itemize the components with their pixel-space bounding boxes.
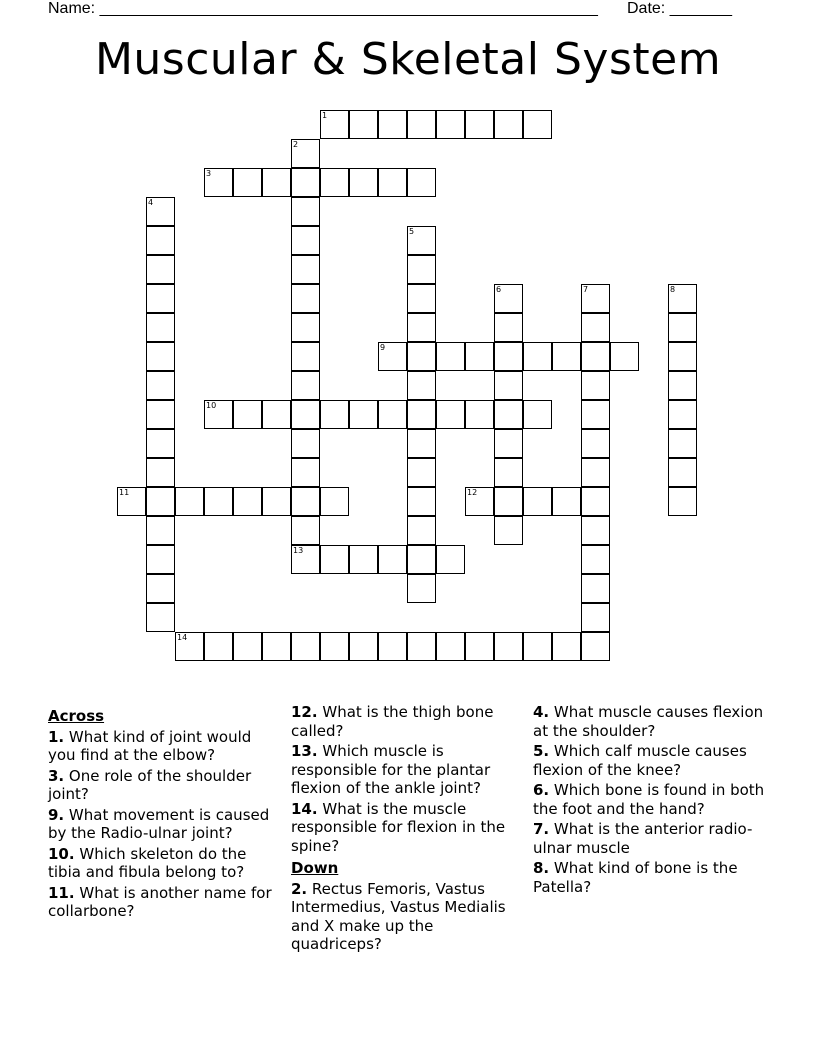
clue-number: 2 — [293, 140, 299, 149]
crossword-cell[interactable] — [407, 255, 436, 284]
crossword-cell[interactable] — [581, 400, 610, 429]
crossword-cell[interactable] — [465, 342, 494, 371]
crossword-cell[interactable] — [291, 284, 320, 313]
crossword-cell[interactable] — [581, 313, 610, 342]
crossword-cell[interactable] — [523, 632, 552, 661]
crossword-cell[interactable] — [378, 110, 407, 139]
crossword-cell[interactable] — [175, 487, 204, 516]
crossword-cell[interactable] — [407, 632, 436, 661]
page-title: Muscular & Skeletal System — [94, 34, 722, 85]
crossword-cell[interactable] — [146, 226, 175, 255]
crossword-cell[interactable] — [581, 458, 610, 487]
crossword-cell[interactable] — [146, 603, 175, 632]
crossword-cell[interactable] — [436, 632, 465, 661]
crossword-cell[interactable] — [581, 603, 610, 632]
crossword-cell[interactable] — [668, 429, 697, 458]
crossword-cell[interactable] — [291, 487, 320, 516]
crossword-cell[interactable] — [668, 284, 697, 313]
crossword-cell[interactable] — [262, 487, 291, 516]
clue-down-8: 8. What kind of bone is the Patella? — [533, 859, 738, 896]
crossword-cell[interactable] — [494, 458, 523, 487]
clue-across-14: 14. What is the muscle responsible for flexion in the spine? — [291, 799, 506, 855]
crossword-cell[interactable] — [494, 371, 523, 400]
crossword-cell[interactable] — [291, 400, 320, 429]
clue-number: 1 — [322, 111, 328, 120]
crossword-cell[interactable] — [378, 400, 407, 429]
crossword-cell[interactable] — [407, 371, 436, 400]
crossword-cell[interactable] — [146, 574, 175, 603]
crossword-cell[interactable] — [320, 545, 349, 574]
crossword-cell[interactable] — [146, 487, 175, 516]
crossword-cell[interactable] — [291, 632, 320, 661]
crossword-cell[interactable] — [436, 400, 465, 429]
crossword-cell[interactable] — [523, 400, 552, 429]
crossword-cell[interactable] — [494, 487, 523, 516]
crossword-cell[interactable] — [407, 284, 436, 313]
crossword-cell[interactable] — [581, 516, 610, 545]
crossword-cell[interactable] — [465, 400, 494, 429]
crossword-cell[interactable] — [320, 400, 349, 429]
crossword-cell[interactable] — [349, 545, 378, 574]
crossword-cell[interactable] — [494, 110, 523, 139]
crossword-cell[interactable] — [204, 168, 233, 197]
clue-down-6: 6. Which bone is found in both the foot and the hand? — [533, 781, 765, 818]
clue-number: 9 — [380, 343, 386, 352]
crossword-cell[interactable] — [552, 342, 581, 371]
crossword-cell[interactable] — [523, 487, 552, 516]
crossword-cell[interactable] — [407, 429, 436, 458]
crossword-cell[interactable] — [407, 545, 436, 574]
crossword-cell[interactable] — [262, 168, 291, 197]
crossword-cell[interactable] — [146, 255, 175, 284]
crossword-cell[interactable] — [407, 516, 436, 545]
clues-column-3 — [533, 703, 765, 898]
crossword-cell[interactable] — [146, 516, 175, 545]
crossword-cell[interactable] — [320, 632, 349, 661]
clue-across-12: 12. What is the thigh bone called? — [291, 703, 494, 740]
crossword-cell[interactable] — [291, 516, 320, 545]
crossword-cell[interactable] — [494, 284, 523, 313]
crossword-cell[interactable] — [494, 516, 523, 545]
crossword-cell[interactable] — [291, 429, 320, 458]
crossword-cell[interactable] — [349, 168, 378, 197]
crossword-cell[interactable] — [349, 110, 378, 139]
crossword-cell[interactable] — [320, 168, 349, 197]
clue-across-13: 13. Which muscle is responsible for the plantar flexion of the ankle joint? — [291, 742, 491, 797]
crossword-cell[interactable] — [320, 487, 349, 516]
crossword-cell[interactable] — [465, 632, 494, 661]
crossword-cell[interactable] — [233, 487, 262, 516]
crossword-cell[interactable] — [436, 545, 465, 574]
crossword-cell[interactable] — [146, 545, 175, 574]
clue-number: 4 — [148, 198, 154, 207]
crossword-cell[interactable] — [146, 313, 175, 342]
crossword-cell[interactable] — [581, 371, 610, 400]
clue-number: 7 — [583, 285, 589, 294]
crossword-cell[interactable] — [523, 110, 552, 139]
clues-column-2 — [291, 703, 523, 956]
crossword-cell[interactable] — [146, 400, 175, 429]
crossword-cell[interactable] — [204, 487, 233, 516]
crossword-cell[interactable] — [233, 168, 262, 197]
crossword-cell[interactable] — [262, 632, 291, 661]
crossword-cell[interactable] — [494, 429, 523, 458]
crossword-cell[interactable] — [291, 458, 320, 487]
crossword-cell[interactable] — [581, 284, 610, 313]
crossword-cell[interactable] — [407, 342, 436, 371]
crossword-cell[interactable] — [494, 313, 523, 342]
crossword-cell[interactable] — [494, 400, 523, 429]
crossword-cell[interactable] — [407, 458, 436, 487]
clue-down-2: 2. Rectus Femoris, Vastus Intermedius, Vastus Medialis and X make up the quadriceps? — [291, 879, 506, 953]
crossword-cell[interactable] — [146, 371, 175, 400]
crossword-cell[interactable] — [233, 400, 262, 429]
crossword-cell[interactable] — [204, 632, 233, 661]
crossword-cell[interactable] — [320, 110, 349, 139]
crossword-cell[interactable] — [291, 226, 320, 255]
crossword-cell[interactable] — [407, 574, 436, 603]
crossword-cell[interactable] — [407, 110, 436, 139]
crossword-cell[interactable] — [407, 168, 436, 197]
crossword-cell[interactable] — [465, 487, 494, 516]
crossword-cell[interactable] — [146, 458, 175, 487]
crossword-cell[interactable] — [117, 487, 146, 516]
name-field: Name: ________________________________________________________ — [48, 0, 598, 17]
clue-number: 8 — [670, 285, 676, 294]
crossword-cell[interactable] — [146, 284, 175, 313]
date-field: Date: _______ — [627, 0, 732, 17]
crossword-cell[interactable] — [291, 545, 320, 574]
crossword-cell[interactable] — [436, 110, 465, 139]
clue-number: 5 — [409, 227, 415, 236]
crossword-cell[interactable] — [581, 342, 610, 371]
crossword-cell[interactable] — [175, 632, 204, 661]
clue-number: 14 — [177, 633, 188, 642]
crossword-cell[interactable] — [291, 255, 320, 284]
crossword-cell[interactable] — [552, 632, 581, 661]
crossword-cell[interactable] — [378, 632, 407, 661]
crossword-cell[interactable] — [378, 545, 407, 574]
crossword-cell[interactable] — [581, 574, 610, 603]
crossword-cell[interactable] — [204, 400, 233, 429]
clue-across-3: 3. One role of the shoulder joint? — [48, 766, 252, 803]
crossword-cell[interactable] — [407, 313, 436, 342]
clue-across-1: 1. What kind of joint would you find at the elbow? — [48, 727, 252, 764]
crossword-cell[interactable] — [262, 400, 291, 429]
crossword-cell[interactable] — [668, 371, 697, 400]
crossword-cell[interactable] — [291, 313, 320, 342]
crossword-cell[interactable] — [146, 342, 175, 371]
crossword-cell[interactable] — [523, 342, 552, 371]
crossword-cell[interactable] — [668, 458, 697, 487]
crossword-cell[interactable] — [291, 139, 320, 168]
crossword-cell[interactable] — [378, 342, 407, 371]
crossword-cell[interactable] — [407, 400, 436, 429]
across-heading: Across — [48, 707, 105, 725]
crossword-cell[interactable] — [581, 632, 610, 661]
clue-number: 12 — [467, 488, 478, 497]
crossword-cell[interactable] — [668, 313, 697, 342]
crossword-cell[interactable] — [291, 197, 320, 226]
crossword-cell[interactable] — [407, 226, 436, 255]
crossword-cell[interactable] — [436, 342, 465, 371]
crossword-cell[interactable] — [349, 400, 378, 429]
crossword-cell[interactable] — [407, 487, 436, 516]
crossword-cell[interactable] — [291, 342, 320, 371]
clue-across-10: 10. Which skeleton do the tibia and fibula belong to? — [48, 844, 247, 881]
crossword-cell[interactable] — [668, 487, 697, 516]
clue-across-9: 9. What movement is caused by the Radio-ulnar joint? — [48, 805, 270, 842]
crossword-cell[interactable] — [146, 197, 175, 226]
crossword-cell[interactable] — [291, 371, 320, 400]
clues-column-1 — [48, 703, 280, 923]
clue-down-7: 7. What is the anterior radio-ulnar muscle — [533, 820, 753, 857]
crossword-cell[interactable] — [581, 545, 610, 574]
down-heading: Down — [291, 859, 339, 877]
clue-across-11: 11. What is another name for collarbone? — [48, 883, 272, 920]
clue-number: 10 — [206, 401, 217, 410]
crossword-cell[interactable] — [233, 632, 262, 661]
clue-down-4: 4. What muscle causes flexion at the shoulder? — [533, 703, 764, 740]
crossword-cell[interactable] — [494, 632, 523, 661]
crossword-cell[interactable] — [668, 400, 697, 429]
clue-down-5: 5. Which calf muscle causes flexion of the knee? — [533, 742, 747, 779]
crossword-cell[interactable] — [552, 487, 581, 516]
clue-number: 3 — [206, 169, 212, 178]
crossword-cell[interactable] — [378, 168, 407, 197]
crossword-cell[interactable] — [581, 429, 610, 458]
crossword-cell[interactable] — [581, 487, 610, 516]
crossword-cell[interactable] — [610, 342, 639, 371]
clue-number: 13 — [293, 546, 304, 555]
crossword-cell[interactable] — [146, 429, 175, 458]
crossword-cell[interactable] — [465, 110, 494, 139]
crossword-cell[interactable] — [291, 168, 320, 197]
crossword-cell[interactable] — [349, 632, 378, 661]
clue-number: 6 — [496, 285, 502, 294]
clue-number: 11 — [119, 488, 130, 497]
crossword-cell[interactable] — [668, 342, 697, 371]
crossword-cell[interactable] — [494, 342, 523, 371]
